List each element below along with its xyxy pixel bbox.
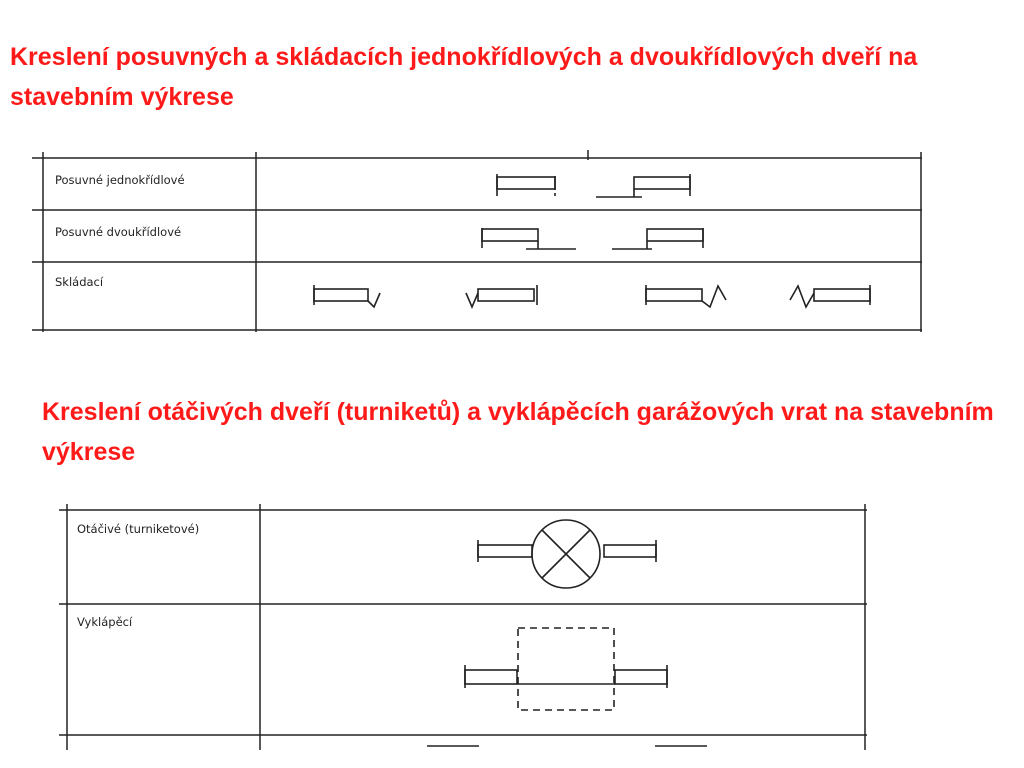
row-label-sliding-double: Posuvné dvoukřídlové — [55, 225, 182, 239]
row-label-folding: Skládací — [55, 275, 104, 289]
sliding-double-door-symbol — [482, 228, 703, 249]
row-label-up-and-over: Vyklápěcí — [77, 615, 133, 629]
row-label-revolving: Otáčivé (turniketové) — [77, 522, 200, 536]
row-label-sliding-single: Posuvné jednokřídlové — [55, 173, 185, 187]
up-and-over-garage-door-symbol — [465, 628, 667, 710]
section-2-title: Kreslení otáčivých dveří (turniketů) a vyklápěcích garážových vrat na stavebním výkrese — [42, 398, 994, 466]
sliding-single-door-symbol — [497, 174, 690, 197]
revolving-garage-doors-table — [55, 500, 870, 750]
sliding-folding-doors-table — [30, 150, 930, 335]
table-1-drawing — [30, 150, 930, 335]
revolving-door-symbol — [478, 520, 656, 588]
table-2-drawing — [55, 500, 870, 750]
section-1-title: Kreslení posuvných a skládacích jednokřídlových a dvoukřídlových dveří na stavebním výkrese — [10, 43, 918, 111]
folding-door-symbol — [314, 285, 870, 307]
